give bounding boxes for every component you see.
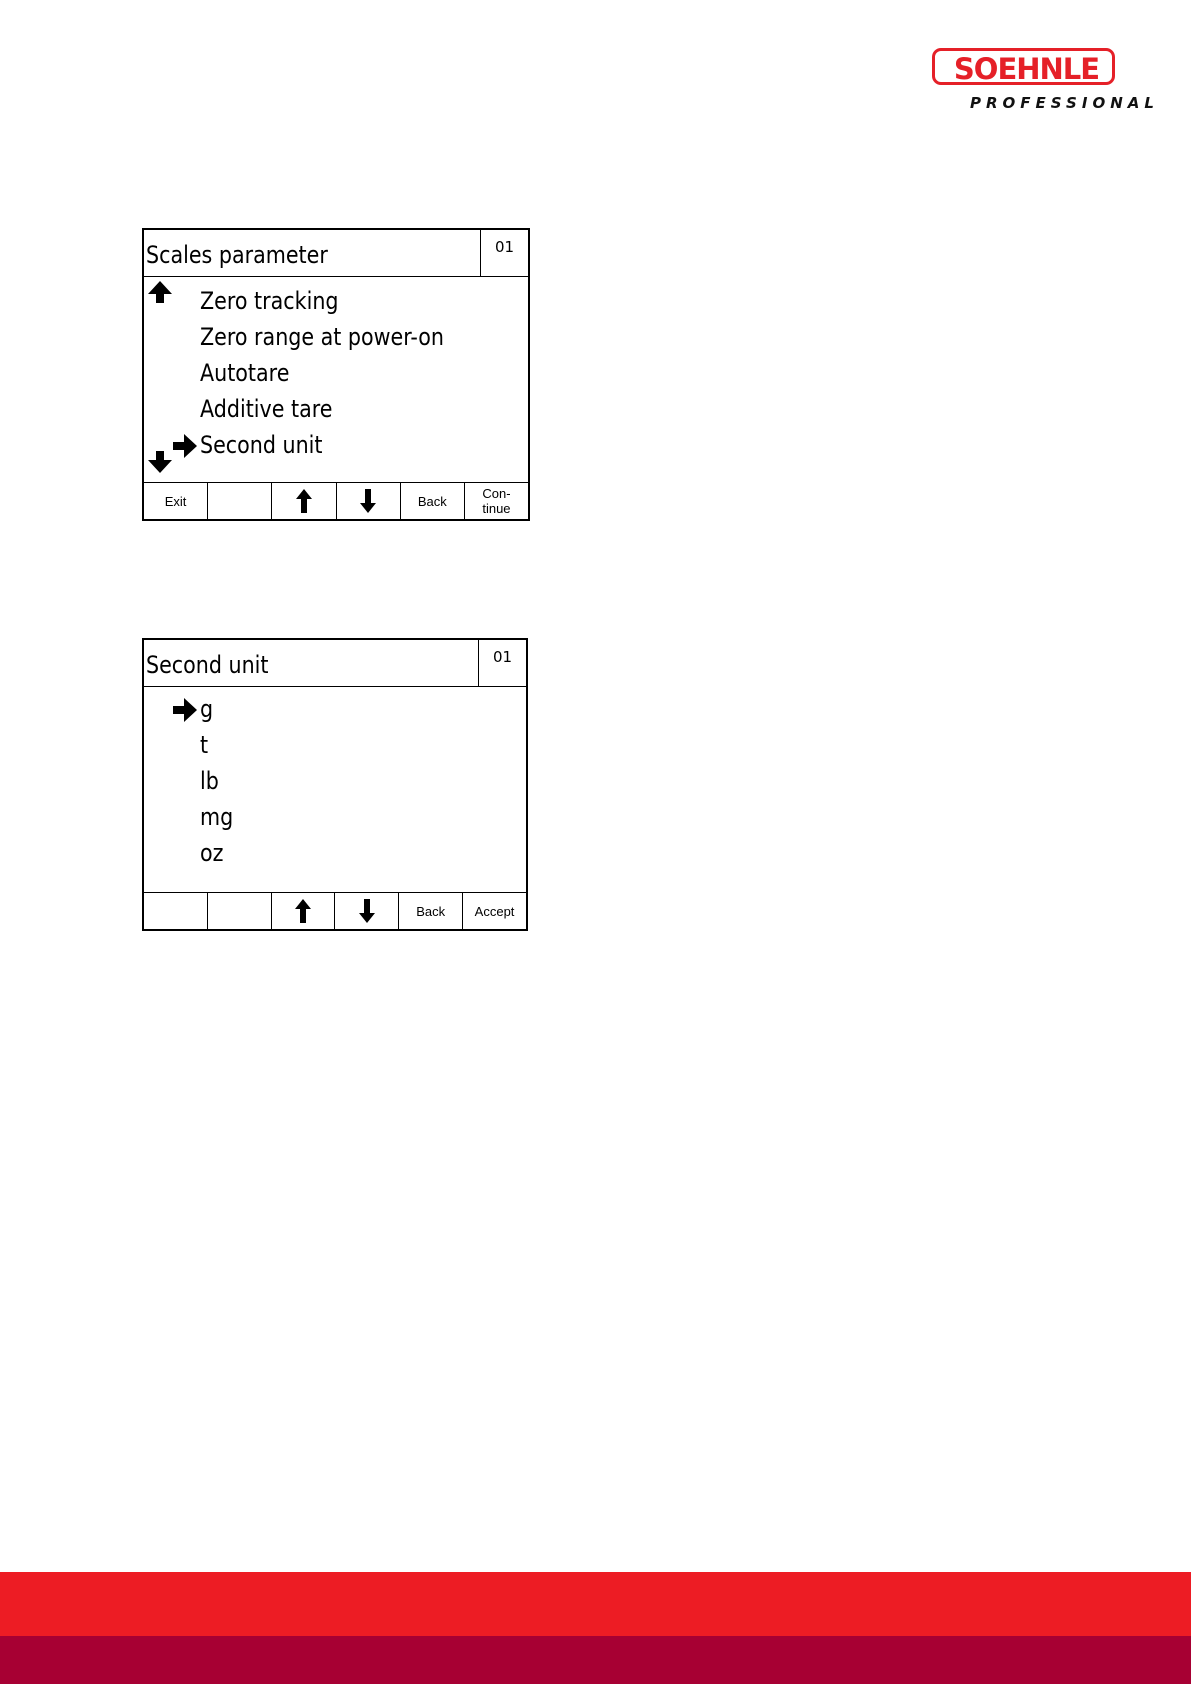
screen-number: 01 <box>480 230 528 276</box>
unit-option-oz[interactable]: oz <box>200 839 224 867</box>
arrow-up-icon <box>147 280 173 304</box>
unit-option-t[interactable]: t <box>200 731 209 759</box>
screen-header <box>144 230 528 277</box>
logo-tagline: PROFESSIONAL <box>970 94 1159 112</box>
scroll-down-button[interactable] <box>337 483 401 519</box>
scroll-down-button[interactable] <box>335 893 399 929</box>
blank-softkey[interactable] <box>208 483 272 519</box>
unit-option-g[interactable]: g <box>200 695 214 723</box>
blank-softkey[interactable] <box>144 893 208 929</box>
screen-title: Second unit <box>146 651 269 679</box>
logo-frame <box>932 48 1115 85</box>
menu-item-zero-range[interactable]: Zero range at power-on <box>200 323 444 351</box>
arrow-up-icon <box>293 898 313 924</box>
menu-item-zero-tracking[interactable]: Zero tracking <box>200 287 339 315</box>
scroll-up-button[interactable] <box>272 483 336 519</box>
logo-wordmark: SOEHNLE <box>953 52 1100 86</box>
scales-parameter-screen <box>142 228 530 521</box>
unit-option-lb[interactable]: lb <box>200 767 219 795</box>
back-button[interactable]: Back <box>401 483 465 519</box>
screen-header <box>144 640 526 687</box>
menu-item-second-unit[interactable]: Second unit <box>200 431 323 459</box>
arrow-down-icon <box>147 450 173 474</box>
footer-red-band <box>0 1572 1191 1636</box>
arrow-down-icon <box>357 898 377 924</box>
back-button[interactable]: Back <box>399 893 463 929</box>
menu-item-additive-tare[interactable]: Additive tare <box>200 395 333 423</box>
screen-number: 01 <box>478 640 526 686</box>
menu-item-autotare[interactable]: Autotare <box>200 359 290 387</box>
scroll-up-button[interactable] <box>272 893 336 929</box>
selection-pointer-icon <box>172 697 198 723</box>
soehnle-logo <box>930 46 1159 116</box>
unit-option-mg[interactable]: mg <box>200 803 234 831</box>
blank-softkey[interactable] <box>208 893 272 929</box>
continue-button[interactable] <box>465 483 528 519</box>
accept-button[interactable]: Accept <box>474 903 515 919</box>
screen-title: Scales parameter <box>146 241 328 269</box>
exit-button[interactable]: Exit <box>144 483 208 519</box>
softkey-bar <box>144 892 526 929</box>
footer-dark-band <box>0 1636 1191 1684</box>
softkey-bar <box>144 482 528 519</box>
arrow-up-icon <box>294 488 314 514</box>
selection-pointer-icon <box>172 433 198 459</box>
continue-label: Con- tinue <box>482 486 511 516</box>
second-unit-screen <box>142 638 528 931</box>
arrow-down-icon <box>358 488 378 514</box>
